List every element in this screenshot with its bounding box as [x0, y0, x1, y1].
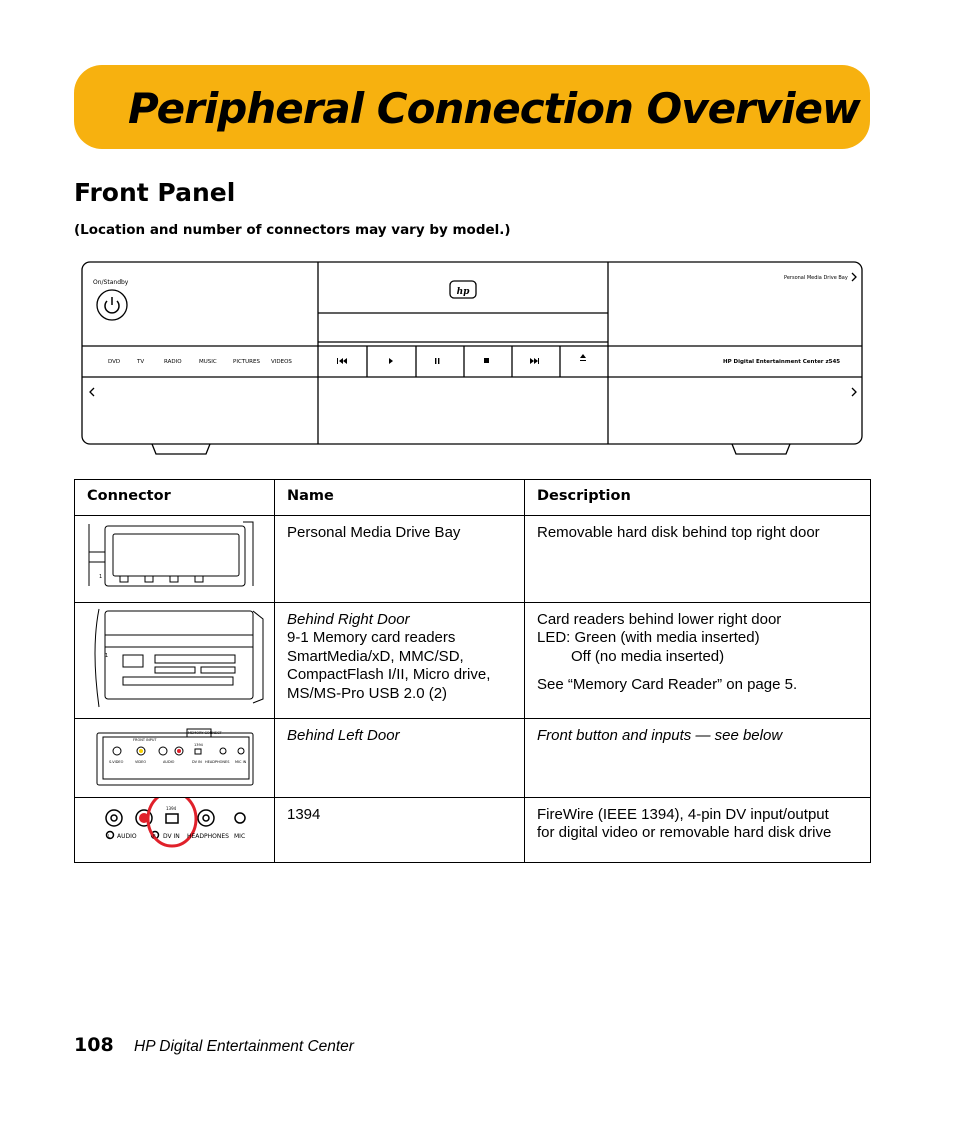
svg-text:S-VIDEO: S-VIDEO: [109, 760, 124, 764]
media-button-tv[interactable]: TV: [137, 359, 145, 365]
book-title: HP Digital Entertainment Center: [134, 1038, 354, 1055]
eject-icon: [580, 354, 586, 361]
power-icon: [105, 297, 119, 313]
media-button-radio[interactable]: RADIO: [164, 359, 182, 365]
firewire-port-image: [75, 798, 274, 857]
row2-name-heading: Behind Right Door: [287, 610, 410, 628]
media-button-videos[interactable]: VIDEOS: [271, 359, 292, 365]
svg-text:AUDIO: AUDIO: [163, 760, 175, 764]
svg-text:FRONT INPUT: FRONT INPUT: [133, 738, 157, 742]
card-reader-image: [75, 603, 274, 713]
standby-label: On/Standby: [93, 279, 129, 286]
table-row: [75, 719, 871, 798]
row2-name-line: MS/MS-Pro USB 2.0 (2): [287, 684, 448, 702]
row2-description: [525, 602, 871, 719]
svg-text:VIDEO: VIDEO: [135, 760, 147, 764]
table-row: [75, 516, 871, 603]
row2-name-line: SmartMedia/xD, MMC/SD,: [287, 647, 464, 665]
front-panel-illustration: [80, 260, 865, 460]
svg-text:HEADPHONES: HEADPHONES: [205, 760, 230, 764]
connector-image-cell: [75, 516, 275, 603]
row4-description: [525, 797, 871, 863]
svg-text:MEMORY CONNECT: MEMORY CONNECT: [188, 731, 222, 735]
play-icon: [389, 358, 393, 364]
row2-desc-line: Card readers behind lower right door: [537, 610, 782, 628]
row1-description: Removable hard disk behind top right door: [525, 516, 871, 603]
svg-text:DV IN: DV IN: [163, 832, 180, 840]
stop-icon: [484, 358, 489, 363]
media-buttons: [108, 359, 292, 365]
row4-desc-line: FireWire (IEEE 1394), 4-pin DV input/output: [537, 805, 829, 823]
table-row: [75, 602, 871, 719]
next-icon: [530, 358, 539, 364]
row2-name: [275, 602, 525, 719]
media-button-music[interactable]: MUSIC: [199, 359, 217, 365]
row2-name-line: 9-1 Memory card readers: [287, 629, 456, 646]
connector-image-cell: [75, 602, 275, 719]
svg-text:1394: 1394: [166, 805, 177, 811]
row4-desc-line: for digital video or removable hard disk drive: [537, 824, 832, 841]
section-note: (Location and number of connectors may vary by model.): [74, 222, 511, 238]
svg-text:R: R: [153, 833, 156, 838]
row1-name: Personal Media Drive Bay: [275, 516, 525, 603]
media-button-pictures[interactable]: PICTURES: [233, 359, 260, 365]
svg-text:1394: 1394: [194, 743, 203, 747]
row3-name: Behind Left Door: [275, 719, 525, 798]
svg-text:MIC: MIC: [234, 832, 246, 840]
svg-text:DV IN: DV IN: [192, 760, 202, 764]
bay-label: Personal Media Drive Bay: [784, 275, 848, 281]
svg-text:hp: hp: [456, 287, 470, 297]
media-button-dvd[interactable]: DVD: [108, 359, 121, 365]
svg-text:MIC IN: MIC IN: [235, 760, 247, 764]
row2-desc-indent: Off (no media inserted): [571, 647, 725, 665]
table-row: [75, 797, 871, 863]
drive-bay-image: [75, 516, 274, 596]
svg-text:AUDIO: AUDIO: [117, 832, 137, 840]
connector-image-cell: [75, 719, 275, 798]
page-title: Peripheral Connection Overview: [128, 84, 860, 133]
header-name: Name: [275, 480, 525, 516]
front-inputs-image: [75, 719, 274, 791]
connector-image-cell: [75, 797, 275, 863]
svg-text:1: 1: [99, 574, 103, 580]
table-header-row: [75, 480, 871, 516]
svg-text:1: 1: [105, 652, 109, 659]
row4-name: 1394: [275, 797, 525, 863]
row2-desc-reference: See “Memory Card Reader” on page 5.: [537, 676, 798, 693]
svg-text:L: L: [108, 833, 111, 838]
previous-icon: [337, 358, 347, 364]
row2-name-line: CompactFlash I/II, Micro drive,: [287, 666, 491, 683]
header-connector: Connector: [75, 480, 275, 516]
pause-icon: [435, 358, 439, 364]
page-number: 108: [74, 1034, 114, 1056]
section-heading: Front Panel: [74, 178, 236, 207]
row2-desc-line: LED: Green (with media inserted): [537, 629, 760, 646]
row3-description: Front button and inputs — see below: [525, 719, 871, 798]
model-label: HP Digital Entertainment Center z545: [723, 359, 841, 365]
svg-text:HEADPHONES: HEADPHONES: [187, 832, 229, 840]
connector-table: [74, 479, 871, 863]
header-description: Description: [525, 480, 871, 516]
